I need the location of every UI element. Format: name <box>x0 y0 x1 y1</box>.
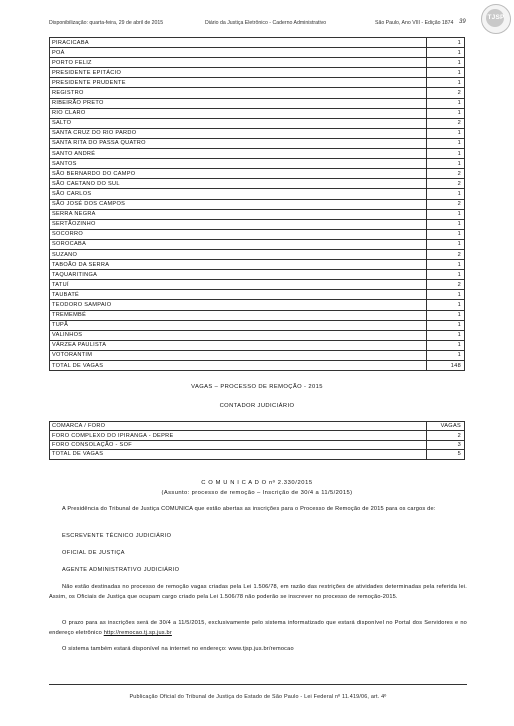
comarca-name: TEODORO SAMPAIO <box>50 300 427 310</box>
comarca-name: REGISTRO <box>50 88 427 98</box>
footer-divider <box>49 684 467 685</box>
table-row <box>50 48 465 58</box>
table-row <box>50 280 465 290</box>
comarca-name: POÁ <box>50 48 427 58</box>
table-row <box>50 108 465 118</box>
vagas-count: 1 <box>427 340 465 350</box>
paragraph-internet: O sistema também estará disponível na internet no endereço: www.tjsp.jus.br/remocao <box>62 646 294 652</box>
vagas-count: 2 <box>427 431 465 440</box>
role-item: AGENTE ADMINISTRATIVO JUDICIÁRIO <box>62 567 180 573</box>
table-row <box>50 290 465 300</box>
comunicado-title: C O M U N I C A D O nº 2.330/2015 <box>201 480 313 486</box>
vagas-count: 1 <box>427 68 465 78</box>
deadline-text: O prazo para as inscrições será de 30/4 a 11/5/2015, exclusivamente pelo sistema informatizado que estará disponível no Portal dos Servidores e no endereço eletrônico <box>49 620 467 636</box>
vagas-count: 1 <box>427 159 465 169</box>
vagas-count: 1 <box>427 58 465 68</box>
vagas-count: 1 <box>427 219 465 229</box>
comarca-name: RIO CLARO <box>50 108 427 118</box>
table-row <box>50 340 465 350</box>
column-header-vagas: VAGAS <box>427 422 465 431</box>
comarca-name: SALTO <box>50 118 427 128</box>
vagas-count: 1 <box>427 330 465 340</box>
header-journal: Diário da Justiça Eletrônico - Caderno Administrativo <box>205 20 327 26</box>
table-row <box>50 179 465 189</box>
table-row <box>50 219 465 229</box>
remocao-link[interactable]: http://remocao.tj.sp.jus.br <box>103 629 172 636</box>
vagas-count: 3 <box>427 440 465 449</box>
table-row <box>50 350 465 360</box>
table-row <box>50 310 465 320</box>
comarca-name: SERRA NEGRA <box>50 209 427 219</box>
table-row <box>50 159 465 169</box>
page-number: 39 <box>459 19 466 25</box>
table-row <box>50 249 465 259</box>
vagas-count: 2 <box>427 179 465 189</box>
paragraph-intro: A Presidência do Tribunal de Justiça COMUNICA que estão abertas as inscrições para o Processo de Remoção de 2015 para os cargos de: <box>62 506 436 512</box>
vacancies-table <box>49 37 465 371</box>
footer-text: Publicação Oficial do Tribunal de Justiça do Estado de São Paulo - Lei Federal nº 11.419/06, art. 4º <box>129 694 387 700</box>
vagas-count: 1 <box>427 209 465 219</box>
comarca-name: SUZANO <box>50 249 427 259</box>
table-row <box>50 68 465 78</box>
vagas-count: 1 <box>427 300 465 310</box>
comarca-name: SOROCABA <box>50 239 427 249</box>
vagas-count: 1 <box>427 290 465 300</box>
comarca-name: PRESIDENTE EPITÁCIO <box>50 68 427 78</box>
table-row <box>50 38 465 48</box>
comarca-name: SANTA CRUZ DO RIO PARDO <box>50 128 427 138</box>
table-row <box>50 78 465 88</box>
tjsp-seal-logo <box>481 4 511 34</box>
table-row <box>50 330 465 340</box>
table-row <box>50 118 465 128</box>
vagas-count: 1 <box>427 189 465 199</box>
table-header-row <box>50 422 465 431</box>
vagas-count: 1 <box>427 270 465 280</box>
comarca-name: SOCORRO <box>50 229 427 239</box>
comarca-name: PORTO FELIZ <box>50 58 427 68</box>
vagas-count: 1 <box>427 149 465 159</box>
header-edition: São Paulo, Ano VIII - Edição 1874 <box>375 20 454 26</box>
section-title: VAGAS – PROCESSO DE REMOÇÃO - 2015 <box>191 384 323 390</box>
comarca-name: PRESIDENTE PRUDENTE <box>50 78 427 88</box>
total-label: TOTAL DE VAGAS <box>50 450 427 459</box>
table-row <box>50 300 465 310</box>
table-row <box>50 58 465 68</box>
comarca-name: SERTÃOZINHO <box>50 219 427 229</box>
vagas-count: 2 <box>427 169 465 179</box>
table-row <box>50 239 465 249</box>
contador-table <box>49 421 465 460</box>
comarca-name: PIRACICABA <box>50 38 427 48</box>
paragraph-restriction: Não estão destinadas no processo de remoção vagas criadas pela Lei 1.506/78, em razão das restrições de atividades determinadas pela referida lei. Assim, os Oficiais de Justiça que ocupam cargo criado pela Lei 1.506/78 não poderão se inscrever no processo de remoção-2015. <box>49 584 467 600</box>
table-row <box>50 199 465 209</box>
comarca-name: TUPÃ <box>50 320 427 330</box>
paragraph-deadline <box>49 619 467 638</box>
role-item: OFICIAL DE JUSTIÇA <box>62 550 125 556</box>
table-row <box>50 260 465 270</box>
column-header-comarca: COMARCA / FORO <box>50 422 427 431</box>
foro-name: FORO COMPLEXO DO IPIRANGA - DEPRE <box>50 431 427 440</box>
table-total-row <box>50 450 465 459</box>
header-date: Disponibilização: quarta-feira, 29 de abril de 2015 <box>49 20 164 26</box>
comarca-name: TATUÍ <box>50 280 427 290</box>
vagas-count: 1 <box>427 38 465 48</box>
comarca-name: SANTO ANDRÉ <box>50 149 427 159</box>
table-row <box>50 128 465 138</box>
vacancies-table-body <box>50 38 465 371</box>
table-row <box>50 320 465 330</box>
vagas-count: 2 <box>427 280 465 290</box>
comunicado-subject: (Assunto: processo de remoção – Inscrição de 30/4 a 11/5/2015) <box>161 490 353 496</box>
vagas-count: 1 <box>427 98 465 108</box>
vagas-count: 1 <box>427 320 465 330</box>
vagas-count: 2 <box>427 118 465 128</box>
vagas-count: 2 <box>427 199 465 209</box>
role-item: ESCREVENTE TÉCNICO JUDICIÁRIO <box>62 533 172 539</box>
section-subtitle: CONTADOR JUDICIÁRIO <box>219 403 295 409</box>
total-count: 148 <box>427 361 465 371</box>
table-row <box>50 229 465 239</box>
vagas-count: 1 <box>427 108 465 118</box>
comarca-name: TREMEMBÉ <box>50 310 427 320</box>
comarca-name: SANTOS <box>50 159 427 169</box>
comarca-name: SÃO CAETANO DO SUL <box>50 179 427 189</box>
comarca-name: VOTORANTIM <box>50 350 427 360</box>
vagas-count: 1 <box>427 48 465 58</box>
comarca-name: SANTA RITA DO PASSA QUATRO <box>50 138 427 148</box>
table-row <box>50 169 465 179</box>
vagas-count: 1 <box>427 239 465 249</box>
comarca-name: TAQUARITINGA <box>50 270 427 280</box>
comarca-name: SÃO BERNARDO DO CAMPO <box>50 169 427 179</box>
vagas-count: 1 <box>427 310 465 320</box>
vagas-count: 1 <box>427 78 465 88</box>
table-total-row <box>50 361 465 371</box>
total-count: 5 <box>427 450 465 459</box>
vagas-count: 1 <box>427 350 465 360</box>
table-row <box>50 149 465 159</box>
table-row <box>50 98 465 108</box>
table-row <box>50 440 465 449</box>
comarca-name: RIBEIRÃO PRETO <box>50 98 427 108</box>
table-row <box>50 270 465 280</box>
comarca-name: SÃO JOSÉ DOS CAMPOS <box>50 199 427 209</box>
comarca-name: SÃO CARLOS <box>50 189 427 199</box>
table-row <box>50 189 465 199</box>
vagas-count: 1 <box>427 138 465 148</box>
comarca-name: VALINHOS <box>50 330 427 340</box>
vagas-count: 1 <box>427 128 465 138</box>
table-row <box>50 209 465 219</box>
table-row <box>50 431 465 440</box>
vagas-count: 2 <box>427 249 465 259</box>
vagas-count: 2 <box>427 88 465 98</box>
seal-text: TJSP <box>487 14 505 21</box>
table-row <box>50 88 465 98</box>
vagas-count: 1 <box>427 229 465 239</box>
comarca-name: VÁRZEA PAULISTA <box>50 340 427 350</box>
comarca-name: TAUBATÉ <box>50 290 427 300</box>
vagas-count: 1 <box>427 260 465 270</box>
table-row <box>50 138 465 148</box>
comarca-name: TABOÃO DA SERRA <box>50 260 427 270</box>
foro-name: FORO CONSOLAÇÃO - SOF <box>50 440 427 449</box>
total-label: TOTAL DE VAGAS <box>50 361 427 371</box>
page-header <box>49 20 474 30</box>
